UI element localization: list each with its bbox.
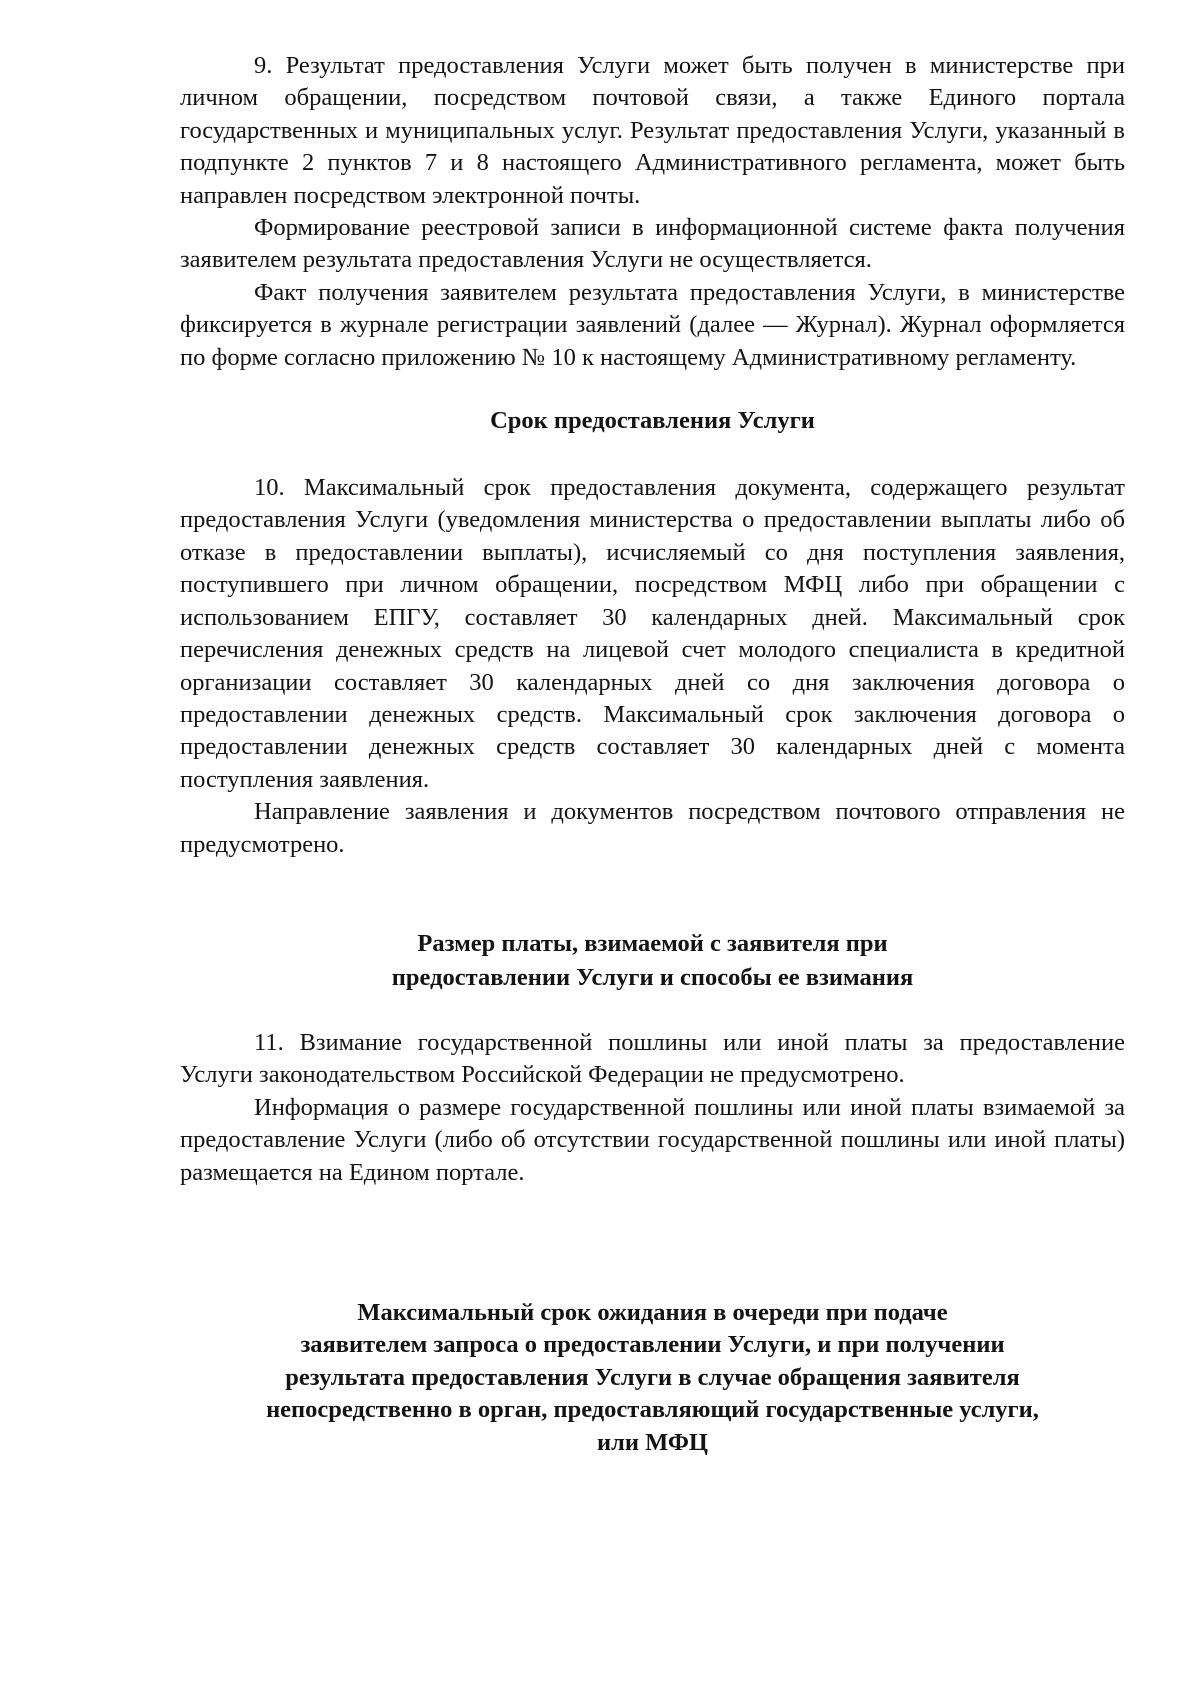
- paragraph-postal-not-provided: Направление заявления и документов посредством почтового отправления не предусмотрено.: [180, 798, 1125, 858]
- heading-fee: [180, 927, 1125, 995]
- paragraph-fee-info: Информация о размере государственной пошлины или иной платы взимаемой за предоставление Услуги (либо об отсутствии государственной пошлины или иной платы) размещается на Едином портале.: [180, 1093, 1125, 1186]
- heading-queue-wait: [180, 1297, 1125, 1459]
- heading-queue-line-1: Максимальный срок ожидания в очереди при подаче: [357, 1298, 948, 1326]
- paragraph-10-max-term: 10. Максимальный срок предоставления документа, содержащего результат предоставления Услуги (уведомления министерства о предоставлении выплаты либо об отказе в предоставлении выплаты), исчисляемый со дня поступления заявления, поступившего при личном обращении, посредством МФЦ либо при обращении с использованием ЕПГУ, составляет 30 календарных дней. Максимальный срок перечисления денежных средств на лицевой счет молодого специалиста в кредитной организации составляет 30 календарных дней со дня заключения договора о предоставлении денежных средств. Максимальный срок заключения договора о предоставлении денежных средств составляет 30 календарных дней с момента поступления заявления.: [180, 474, 1125, 793]
- paragraph-registry-record: Формирование реестровой записи в информационной системе факта получения заявителем результата предоставления Услуги не осуществляется.: [180, 214, 1125, 274]
- heading-queue-line-2: заявителем запроса о предоставлении Услуги, и при получении: [300, 1331, 1005, 1359]
- heading-service-term: Срок предоставления Услуги: [490, 407, 815, 435]
- paragraph-11-fee: 11. Взимание государственной пошлины или иной платы за предоставление Услуги законодательством Российской Федерации не предусмотрено.: [180, 1028, 1125, 1089]
- heading-fee-line-1: Размер платы, взимаемой с заявителя при: [417, 929, 888, 957]
- heading-fee-line-2: предоставлении Услуги и способы ее взимания: [391, 963, 914, 991]
- paragraph-9-result: 9. Результат предоставления Услуги может быть получен в министерстве при личном обращении, посредством почтовой связи, а также Единого портала государственных и муниципальных услуг. Результат предоставления Услуги, указанный в подпункте 2 пунктов 7 и 8 настоящего Административного регламента, может быть направлен посредством электронной почты.: [180, 52, 1125, 209]
- paragraph-journal: Факт получения заявителем результата предоставления Услуги, в министерстве фиксируется в журнале регистрации заявлений (далее — Журнал). Журнал оформляется по форме согласно приложению № 10 к настоящему Административному регламенту.: [180, 278, 1125, 371]
- document-page: [180, 50, 1125, 1459]
- heading-queue-line-4: непосредственно в орган, предоставляющий государственные услуги,: [266, 1396, 1039, 1424]
- heading-queue-line-3: результата предоставления Услуги в случае обращения заявителя: [285, 1363, 1020, 1391]
- heading-queue-line-5: или МФЦ: [596, 1428, 708, 1456]
